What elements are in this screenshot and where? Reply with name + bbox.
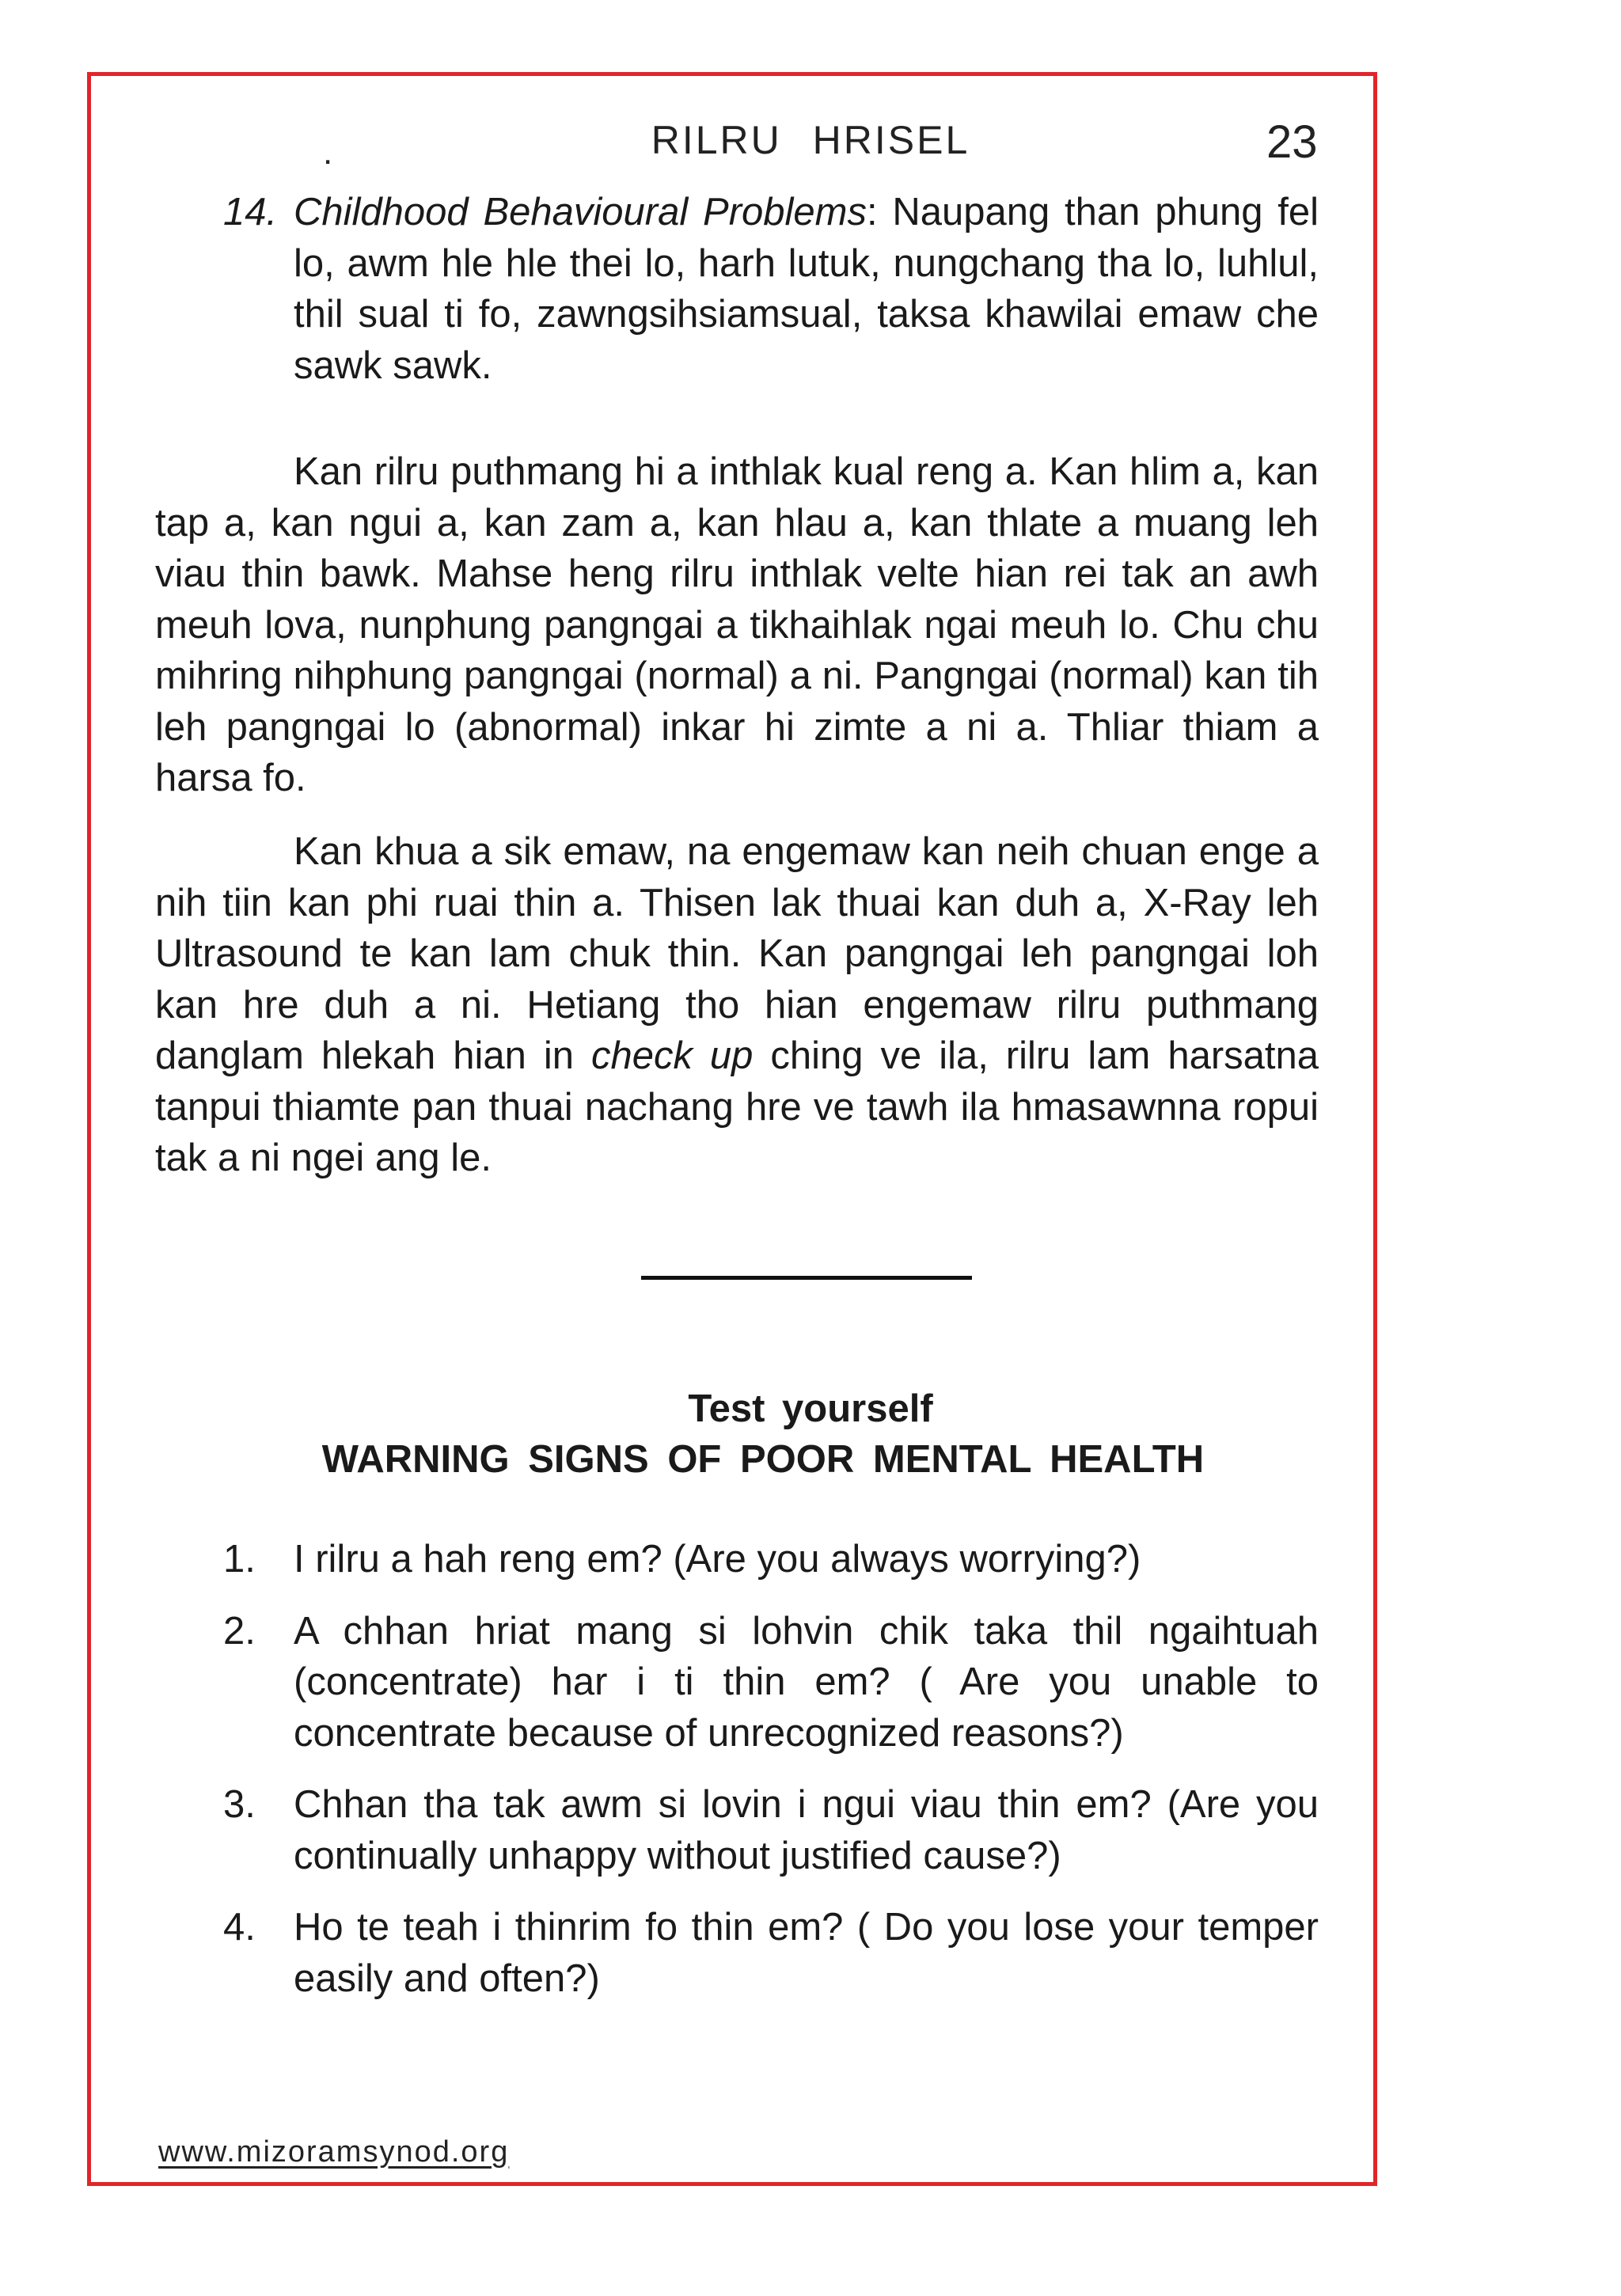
item-text: I rilru a hah reng em? (Are you always worrying?) [294, 1538, 1141, 1581]
item-text: Ho te teah i thinrim fo thin em? ( Do you lose your temper easily and often?) [294, 1906, 1319, 2000]
page-number: 23 [1266, 116, 1318, 168]
paragraph-emphasis: check up [590, 1034, 754, 1077]
list-item-14 [223, 187, 1319, 391]
section-subtitle: WARNING SIGNS OF POOR MENTAL HEALTH [321, 1438, 1205, 1481]
body-paragraph [155, 826, 1319, 1184]
running-title: RILRU HRISEL [651, 118, 970, 162]
body-paragraph [155, 446, 1319, 804]
paragraph-text: Kan khua a sik emaw, na engemaw kan neih chuan enge a nih tiin kan phi ruai thin a. Thisen lak thuai kan duh a, X-Ray leh Ultrasound te kan lam chuk thin. Kan pangngai leh pangngai loh kan hre duh a ni. Hetiang tho hian engemaw rilru puthmang danglam hlekah hian in [155, 830, 1319, 1077]
item-number: 1. [223, 1538, 256, 1581]
item-text: Chhan tha tak awm si lovin i ngui viau thin em? (Are you continually unhappy without justified cause?) [294, 1783, 1319, 1877]
warning-signs-list [223, 1534, 1319, 2025]
item-number: 4. [223, 1906, 256, 1949]
section-title: Test yourself [688, 1387, 933, 1430]
paragraph-text: Kan rilru puthmang hi a inthlak kual reng a. Kan hlim a, kan tap a, kan ngui a, kan zam a, kan hlau a, kan thlate a muang leh viau thin bawk. Mahse heng rilru inthlak velte hian rei tak an awh meuh lova, nunphung pangngai a tikhaihlak ngai meuh lo. Chu chu mihring nihphung pangngai (normal) a ni. Pangngai (normal) kan tih leh pangngai lo (abnormal) inkar hi zimte a ni a. Thliar thiam a harsa fo. [155, 450, 1319, 799]
item-text: A chhan hriat mang si lohvin chik taka thil ngaihtuah (concentrate) har i ti thin em? ( Are you unable to concentrate because of unrecognized reasons?) [294, 1609, 1319, 1755]
list-item [223, 1779, 1319, 1881]
website-link[interactable]: www.mizoramsynod.org [158, 2135, 510, 2169]
item-number: 14. [223, 191, 278, 233]
paragraph-text: ching ve ila, rilru lam harsatna tanpui thiamte pan thuai nachang hre ve tawh ila hmasawnna ropui tak a ni ngei ang le. [155, 1034, 1319, 1179]
list-item [223, 1534, 1319, 1585]
list-item [223, 1606, 1319, 1759]
header-dot: . [323, 133, 333, 172]
item-text: : Naupang than phung fel lo, awm hle hle thei lo, harh lutuk, nungchang tha lo, luhlul, thil sual ti fo, zawngsihsiamsual, taksa khawilai emaw che sawk sawk. [294, 191, 1319, 387]
section-divider [641, 1276, 972, 1280]
item-number: 2. [223, 1609, 256, 1653]
list-item [223, 1902, 1319, 2004]
item-number: 3. [223, 1783, 256, 1826]
item-title: Childhood Behavioural Problems [294, 191, 867, 233]
